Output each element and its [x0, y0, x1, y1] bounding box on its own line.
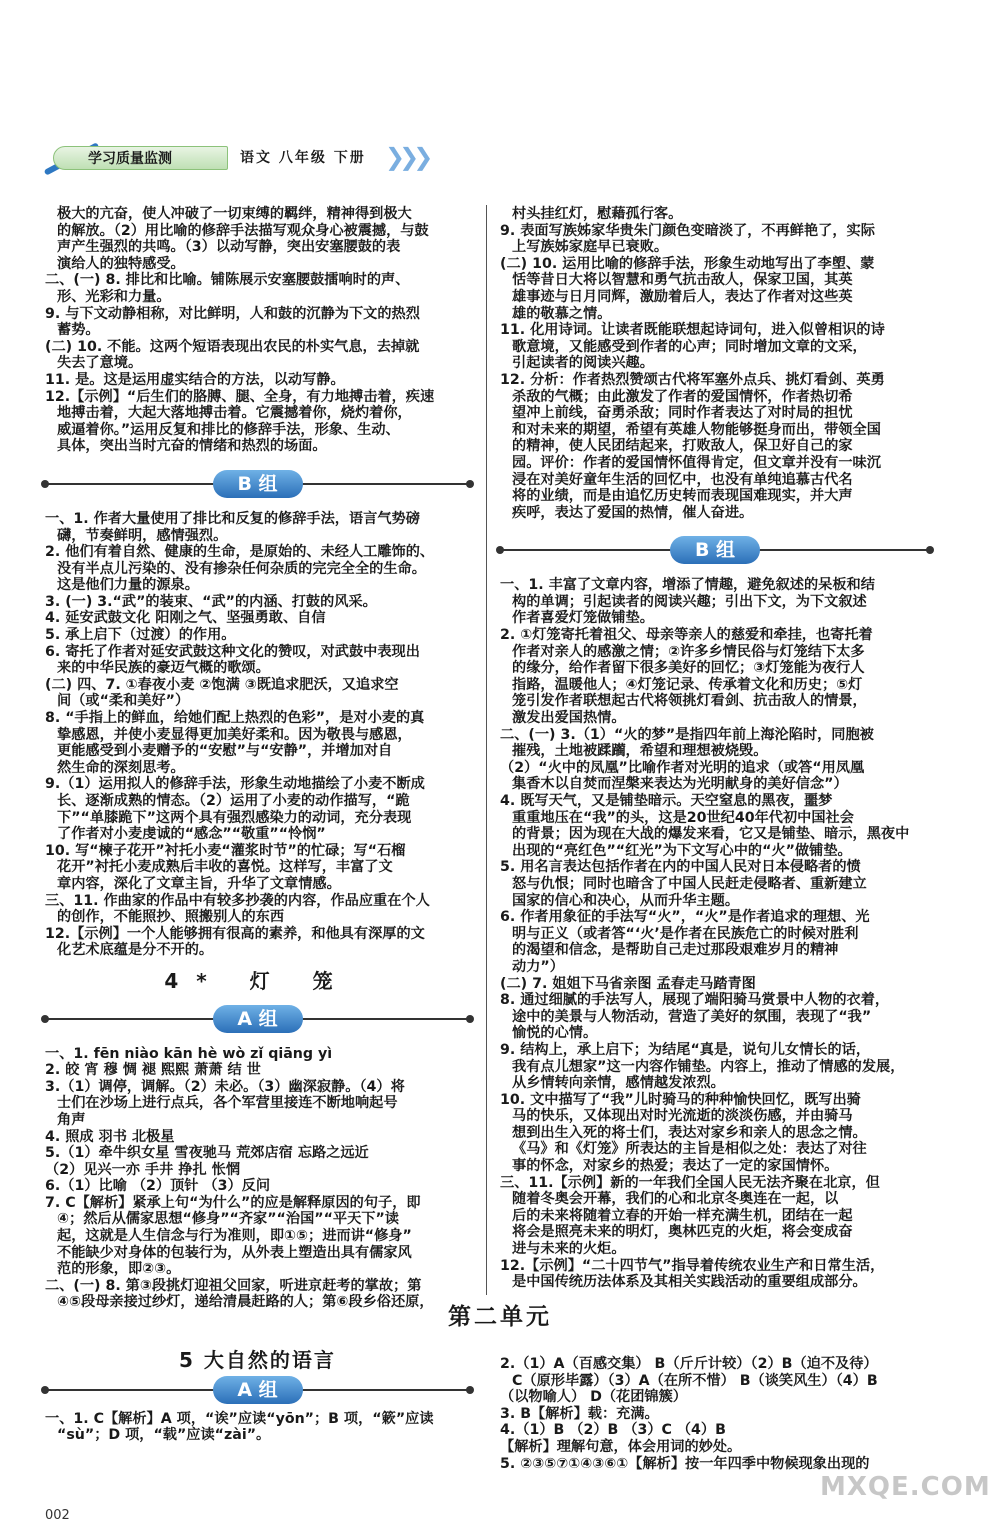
answer-line: 长、逐渐成熟的情态。（2）运用了小麦的动作描写，“跪 — [57, 793, 410, 809]
bottom-left-column — [45, 1350, 470, 1444]
answer-line: 9.（1）运用拟人的修辞手法，形象生动地描绘了小麦不断成 — [45, 776, 425, 793]
answer-line: 一、1. 作者大量使用了排比和反复的修辞手法，语言气势磅 — [45, 510, 420, 527]
answer-line: 重重地压在“我”的头，这是20世纪40年代初中国社会 — [512, 809, 854, 826]
answer-line: （2）见兴一亦 手井 挣扎 怅惘 — [45, 1161, 240, 1178]
answer-line: (二) 四、7. ①春夜小麦 ②饱满 ③既追求肥沃，又追求空 — [45, 676, 399, 693]
answer-line: 2. 他们有着自然、健康的生命，是原始的、未经人工雕饰的、 — [45, 544, 435, 561]
answer-line: 出现的“亮红色”“红光”为下文写心中的“火”做铺垫。 — [512, 842, 852, 859]
answer-line: 的缘分，给作者留下很多美好的回忆；③灯笼能为夜行人 — [512, 660, 865, 677]
answer-line: 愉悦的心情。 — [512, 1025, 598, 1042]
answer-line: 礴，节奏鲜明，感情强烈。 — [57, 527, 228, 544]
series-title: 学习质量监测 — [53, 146, 228, 170]
answer-line: 园。评价：作者的爱国情怀值得肯定，但文章并没有一味沉 — [512, 454, 881, 471]
answer-line: 2. 皎 宵 穆 惆 褪 熙熙 萧萧 结 世 — [45, 1062, 261, 1079]
answer-line: 然生命的深刻思考。 — [57, 759, 185, 776]
answer-line: 失去了意境。 — [57, 355, 143, 372]
answer-line: 雄的敬慕之情。 — [512, 305, 612, 322]
answer-line: 歌意境，又能感受到作者的心声；同时增加文章的文采， — [512, 338, 867, 355]
answer-line: 二、(一) 8. 排比和比喻。铺陈展示安塞腰鼓擂响时的声、 — [45, 272, 410, 289]
answer-line: 浸在对美好童年生活的回忆中，也没有单纯追慕古代名 — [512, 471, 853, 488]
lesson-title-4: 4* 灯 笼 — [164, 968, 351, 993]
answer-line: 从乡情转向亲情，感情越发浓烈。 — [512, 1075, 725, 1092]
answer-line: 下”“单膝跪下”这两个具有强烈感染力的动词，充分表现 — [57, 809, 412, 826]
answer-line: 8. 通过细腻的手法写人，展现了端阳骑马赏景中人物的衣着， — [500, 992, 890, 1009]
answer-line: 想到出生入死的将士们，表达对家乡和亲人的思念之情。 — [512, 1124, 867, 1141]
answer-line: 3. B【解析】载：充满。 — [500, 1405, 659, 1422]
answer-line: 的精神，使人民团结起来，打败敌人，保卫好自己的家 — [512, 438, 853, 455]
answer-line: 的创作，不能照抄、照搬别人的东西 — [57, 909, 285, 926]
answer-line: 了作者对小麦虔诚的“感念”“敬重”“怜悯” — [57, 826, 326, 843]
answer-line: 一、1. C【解析】A 项，“诶”应读“yōn”；B 项，“簌”应读 — [45, 1410, 434, 1427]
answer-line: 威逼着你。”运用反复和排比的修辞手法，形象、生动、 — [57, 421, 400, 438]
answer-line: 构的单调；引起读者的阅读兴趣；引出下文，为下文叙述 — [512, 593, 867, 610]
unit-title: 第二单元 — [448, 1304, 552, 1330]
answer-line: 马的快乐，又体现出对时光流逝的淡淡伤感，并由骑马 — [512, 1108, 853, 1125]
group-b-banner — [45, 469, 470, 499]
answer-line: (二) 10. 不能。这两个短语表现出农民的朴实气息，去掉就 — [45, 338, 420, 355]
group-a-label: A 组 — [213, 1005, 303, 1033]
answer-line: 角声 — [57, 1111, 86, 1128]
answer-line: 士们在沙场上进行点兵，各个军营里接连不断地响起号 — [57, 1095, 398, 1112]
answer-line: 一、1. 丰富了文章内容，增添了情趣，避免叙述的呆板和结 — [500, 577, 875, 594]
right-group-b-banner — [500, 535, 930, 565]
answer-line: 3. (一) 3.“武”的装束、“武”的内涵、打鼓的风采。 — [45, 593, 377, 610]
answer-line: 《马》和《灯笼》所表达的主旨是相似之处：表达了对往 — [512, 1141, 867, 1158]
answer-line: 国家的信心和决心，从而升华主题。 — [512, 892, 740, 909]
answer-line: 来的中华民族的豪迈气概的歌颂。 — [57, 660, 270, 677]
answer-line: 我有点儿想家”这一内容作铺垫。内容上，推动了情感的发展， — [512, 1058, 905, 1075]
answer-line: 动力”） — [512, 958, 564, 975]
answer-line: 6. 寄托了作者对延安武鼓这种文化的赞叹，对武鼓中表现出 — [45, 643, 420, 660]
answer-line: 起，这就是人生信念与行为准则，即①⑤；进而讲“修身” — [57, 1228, 412, 1245]
answer-line: 是中国传统历法体系及其相关实践活动的重要组成部分。 — [512, 1274, 867, 1291]
answer-line: 村头挂红灯，慰藉孤行客。 — [512, 206, 683, 222]
answer-line: 明与正义（或者答“‘火’是作者在民族危亡的时候对胜利 — [512, 925, 859, 942]
answer-line: （2）“火中的凤凰”比喻作者对光明的追求（或答“用凤凰 — [500, 759, 865, 776]
answer-line: 间（或“柔和美好”） — [57, 693, 190, 710]
answer-line: 演给人的独特感受。 — [57, 255, 185, 272]
bottom-right-answers — [500, 1356, 930, 1472]
answer-line: 9. 表面写族姊家华贵朱门颜色变暗淡了，不再鲜艳了，实际 — [500, 222, 875, 239]
answer-line: 摧残，土地被蹂躏，希望和理想被烧毁。 — [512, 743, 768, 760]
answer-line: 望冲上前线，奋勇杀敌；同时作者表达了对时局的担忧 — [512, 405, 853, 422]
answer-line: 怒与仇恨；同时也暗含了中国人民赶走侵略者、重新建立 — [512, 875, 867, 892]
answer-line: 雄事迹与日月同辉，激励着后人，表达了作者对这些英 — [512, 288, 853, 305]
right-answers-top — [500, 206, 930, 521]
answer-line: 5. 用名言表达包括作者在内的中国人民对日本侵略者的愤 — [500, 859, 861, 876]
answer-line: (二) 10. 运用比喻的修辞手法，形象生动地写出了李塱、蒙 — [500, 255, 875, 272]
answer-line: 随着冬奥会开幕，我们的心和北京冬奥连在一起，以 — [512, 1191, 839, 1208]
group-a-banner — [45, 1004, 470, 1034]
answer-line: 更能感受到小麦赠予的“安慰”与“安静”，并增加对自 — [57, 743, 393, 760]
answer-line: 9. 与下文动静相称，对比鲜明，人和鼓的沉静为下文的热烈 — [45, 305, 420, 322]
answer-line: 12.【示例】“二十四节气”指导着传统农业生产和日常生活， — [500, 1257, 885, 1274]
answer-line: 的渴望和信念，是帮助自己走过那段艰难岁月的精神 — [512, 942, 839, 959]
group-b-label: B 组 — [213, 470, 303, 498]
answer-line: 12. 分析：作者热烈赞颂古代将军塞外点兵、挑灯看剑、英勇 — [500, 371, 885, 388]
right-group-b-label: B 组 — [670, 536, 760, 564]
answer-line: 5. 承上启下（过渡）的作用。 — [45, 627, 236, 644]
answer-line: 地搏击着，大起大落地搏击着。它震撼着你，烧灼着你， — [57, 405, 412, 422]
answer-line: ④；然后从儒家思想“修身”“齐家”“治国”“平天下”读 — [57, 1211, 399, 1228]
answer-line: 7. C【解析】紧承上句“为什么”的应是解释原因的句子，即 — [45, 1194, 421, 1211]
left-column — [45, 206, 470, 1311]
answer-line: 引起读者的阅读兴趣。 — [512, 355, 654, 372]
answer-line: 的解放。（2）用比喻的修辞手法描写观众身心被震撼，与鼓 — [57, 222, 429, 239]
answer-line: 8. “手指上的鲜血，给她们配上热烈的色彩”，是对小麦的真 — [45, 710, 425, 727]
answer-line: 4.（1）B （2）B （3）C （4）B — [500, 1422, 726, 1439]
answer-line: 12.【示例】“后生们的胳膊、腿、全身，有力地搏击着，疾速 — [45, 388, 435, 405]
answer-line: 这是他们力量的源泉。 — [57, 577, 199, 594]
bottom-group-a-label: A 组 — [213, 1376, 303, 1404]
left-answers-top — [45, 206, 470, 455]
answer-line: 【解析】理解句意，体会用词的妙处。 — [500, 1438, 742, 1455]
answer-line: 6.（1）比喻 （2）顶针 （3）反问 — [45, 1178, 271, 1195]
answer-line: 没有半点儿污染的、没有掺杂任何杂质的完完全全的生命。 — [57, 560, 426, 577]
answer-line: 途中的美景与人物活动，营造了美好的氛围，表现了“我” — [512, 1008, 872, 1025]
answer-line: 进与未来的火炬。 — [512, 1241, 626, 1258]
answer-line: 5.（1）牵牛织女星 雪夜驰马 荒郊店宿 忘路之远近 — [45, 1145, 369, 1162]
answer-line: 作者喜爱灯笼做铺垫。 — [512, 610, 654, 627]
answer-line: 指路，温暖他人；④灯笼记录、传承着文化和历史；⑤灯 — [512, 676, 863, 693]
answer-line: 笼引发作者联想起古代将领挑灯看剑、抗击敌人的情景， — [512, 693, 867, 710]
answer-line: 化艺术底蕴是分不开的。 — [57, 942, 214, 959]
bottom-left-answers — [45, 1411, 470, 1444]
answer-line: 激发出爱国热情。 — [512, 710, 626, 727]
answer-line: “sù”；D 项，“载”应读“zài”。 — [57, 1427, 271, 1444]
answer-line: 二、(一) 8. 第③段挑灯迎祖父回家，听进京赶考的掌故；第 — [45, 1277, 422, 1294]
lesson-title-5: 5 大自然的语言 — [179, 1348, 336, 1372]
answer-line: 5. ②③⑤⑦①④③⑥①【解析】按一年四季中物候现象出现的 — [500, 1455, 870, 1472]
column-divider — [486, 205, 487, 1295]
answer-line: 12.【示例】一个人能够拥有很高的素养，和他具有深厚的文 — [45, 925, 425, 942]
answer-line: 将会是照亮未来的明灯，奥林匹克的火炬，将会变成奋 — [512, 1224, 853, 1241]
answer-line: （以物喻人） D（花团锦簇） — [500, 1389, 687, 1406]
answer-line: 4. 延安武鼓文化 阳刚之气、坚强勇敢、自信 — [45, 610, 326, 627]
answer-line: 11. 是。这是运用虚实结合的方法，以动写静。 — [45, 371, 345, 388]
answer-line: 具体，突出当时亢奋的情绪和热烈的场面。 — [57, 438, 327, 455]
page-header — [45, 140, 428, 174]
answer-line: 三、11.【示例】新的一年我们全国人民无法齐聚在北京，但 — [500, 1174, 880, 1191]
answer-line: 和对未来的期望，希望有英雄人物能够挺身而出，带领全国 — [512, 421, 881, 438]
answer-line: 4. 照成 羽书 北极星 — [45, 1128, 175, 1145]
answer-line: 事的怀念，对家乡的热爱；表达了一定的家国情怀。 — [512, 1158, 839, 1175]
answer-line: 上写族姊家庭早已衰败。 — [512, 239, 669, 256]
answer-line: (二) 7. 姐姐下马省亲图 孟春走马踏青图 — [500, 975, 756, 992]
subject-label: 语文 八年级 下册 — [240, 150, 366, 166]
answer-line: 将的业绩，而是由追忆历史转而表现国难现实，并大声 — [512, 488, 853, 505]
answer-line: 集香木以自焚而涅槃来表达为光明献身的美好信念”） — [512, 776, 848, 793]
answer-line: 2.（1）A（百感交集） B（斤斤计较）（2）B（迫不及待） — [500, 1356, 878, 1372]
answer-line: 疾呼，表达了爱国的热情，催人奋进。 — [512, 504, 754, 521]
right-group-b-answers — [500, 577, 930, 1291]
answer-line: 6. 作者用象征的手法写“火”，“火”是作者追求的理想、光 — [500, 909, 870, 926]
answer-line: 3.（1）调停，调解。（2）未必。（3）幽深寂静。（4）将 — [45, 1078, 405, 1095]
answer-line: 10. 文中描写了“我”儿时骑马的种种愉快回忆，既写出骑 — [500, 1091, 861, 1108]
answer-line: 范的形象，即②③。 — [57, 1261, 181, 1278]
page-number: 002 — [45, 1508, 70, 1523]
bottom-right-column — [500, 1356, 930, 1472]
bottom-group-a-banner — [45, 1375, 470, 1405]
arrows-icon: ❯❯❯ — [385, 143, 428, 171]
answer-line: 作者对亲人的感激之情；②许多乡情民俗与灯笼结下太多 — [512, 643, 865, 660]
answer-line: 恬等昔日大将以智慧和勇气抗击敌人，保家卫国，其英 — [512, 272, 853, 289]
answer-line: 花开”衬托小麦成熟后丰收的喜悦。这样写，丰富了文 — [57, 859, 393, 876]
answer-line: 声产生强烈的共鸣。（3）以动写静，突出安塞腰鼓的表 — [57, 239, 401, 256]
answer-line: 三、11. 作曲家的作品中有较多抄袭的内容，作品应重在个人 — [45, 892, 430, 909]
answer-line: 蓄势。 — [57, 322, 100, 339]
answer-line: 4. 既写天气，又是铺垫暗示。天空窒息的黑夜，噩梦 — [500, 793, 833, 809]
answer-line: 11. 化用诗词。让读者既能联想起诗词句，进入似曾相识的诗 — [500, 322, 885, 339]
right-column — [500, 206, 930, 1291]
watermark: MXQE.COM — [820, 1472, 991, 1502]
left-group-b-answers — [45, 511, 470, 959]
answer-line: 后的未来将随着立春的开始一样充满生机，团结在一起 — [512, 1207, 853, 1224]
answer-line: 2. ①灯笼寄托着祖父、母亲等亲人的慈爱和牵挂，也寄托着 — [500, 627, 873, 644]
answer-line: 章内容，深化了文章主旨，升华了文章情感。 — [57, 875, 341, 892]
answer-line: 杀敌的气概；由此激发了作者的爱国情怀，作者热切希 — [512, 388, 853, 405]
answer-line: 的背景；因为现在大战的爆发来看，它又是铺垫、暗示，黑夜中 — [512, 826, 910, 843]
answer-line: 一、1. fēn niào kān hè wò zǐ qiāng yì — [45, 1045, 333, 1062]
answer-line: 形、光彩和力量。 — [57, 288, 171, 305]
answer-line: ④⑤段母亲接过纱灯，递给清晨赶路的人；第⑥段乡俗还原， — [57, 1294, 434, 1311]
answer-line: 10. 写“楝子花开”衬托小麦“灌浆时节”的忙碌；写“石榴 — [45, 842, 406, 859]
answer-line: 二、(一) 3.（1）“火的梦”是指四年前上海沦陷时，同胞被 — [500, 726, 874, 743]
answer-line: 挚感恩，并使小麦显得更加美好柔和。因为敬畏与感恩， — [57, 726, 412, 743]
answer-line: C（原形毕露）（3）A（在所不惜） B（谈笑风生）（4）B — [512, 1372, 878, 1389]
left-group-a-answers — [45, 1046, 470, 1312]
answer-line: 9. 结构上，承上启下；为结尾“真是，说句儿女情长的话， — [500, 1041, 871, 1058]
answer-line: 极大的亢奋，使人冲破了一切束缚的羁绊，精神得到极大 — [57, 206, 412, 222]
answer-line: 不能缺少对身体的包装行为，从外表上塑造出具有儒家风 — [57, 1244, 412, 1261]
